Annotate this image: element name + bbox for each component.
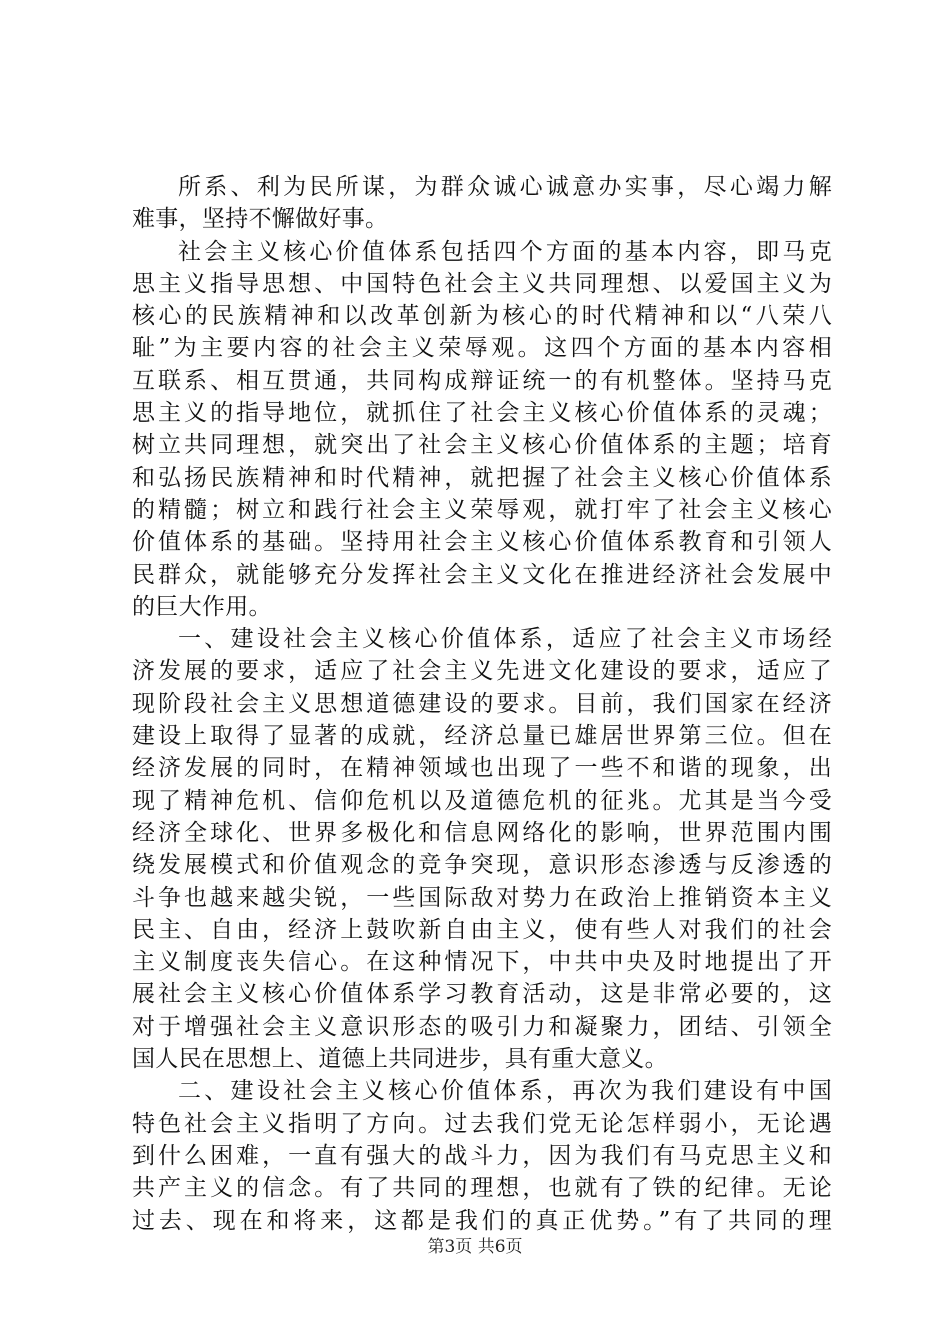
text-line: 价值体系的基础。坚持用社会主义核心价值体系教育和引领人 [132,529,832,556]
text-line: 展社会主义核心价值体系学习教育活动，这是非常必要的，这 [132,981,832,1008]
text-line: 民群众，就能够充分发挥社会主义文化在推进经济社会发展中 [132,561,832,588]
text-line: 现了精神危机、信仰危机以及道德危机的征兆。尤其是当今受 [132,787,832,814]
text-line: 主义制度丧失信心。在这种情况下，中共中央及时地提出了开 [132,949,832,976]
text-line: 一、建设社会主义核心价值体系，适应了社会主义市场经 [178,626,832,653]
text-line: 所系、利为民所谋，为群众诚心诚意办实事，尽心竭力解 [178,174,832,200]
text-line: 社会主义核心价值体系包括四个方面的基本内容，即马克 [178,238,832,265]
body-text [132,171,832,1237]
text-line: 难事，坚持不懈做好事。 [132,206,389,233]
text-line: 绕发展模式和价值观念的竞争突现，意识形态渗透与反渗透的 [132,852,832,879]
text-line: 耻”为主要内容的社会主义荣辱观。这四个方面的基本内容相 [132,335,832,362]
text-line: 现阶段社会主义思想道德建设的要求。目前，我们国家在经济 [132,690,832,717]
text-line: 过去、现在和将来，这都是我们的真正优势。”有了共同的理 [132,1207,832,1234]
text-line: 济发展的要求，适应了社会主义先进文化建设的要求，适应了 [132,658,832,685]
page-number-footer: 第3页 共6页 [427,1237,523,1257]
text-line: 思主义的指导地位，就抓住了社会主义核心价值体系的灵魂； [132,400,832,427]
text-line: 互联系、相互贯通，共同构成辩证统一的有机整体。坚持马克 [132,367,832,394]
text-line: 二、建设社会主义核心价值体系，再次为我们建设有中国 [178,1078,832,1105]
text-line: 民主、自由，经济上鼓吹新自由主义，使有些人对我们的社会 [132,916,832,943]
text-line: 核心的民族精神和以改革创新为核心的时代精神和以“八荣八 [132,303,832,330]
text-line: 经济全球化、世界多极化和信息网络化的影响，世界范围内围 [132,819,832,846]
text-line: 思主义指导思想、中国特色社会主义共同理想、以爱国主义为 [132,270,832,297]
text-line: 树立共同理想，就突出了社会主义核心价值体系的主题；培育 [132,432,832,459]
text-line: 的巨大作用。 [132,593,272,620]
text-line: 建设上取得了显著的成就，经济总量已雄居世界第三位。但在 [132,723,832,750]
text-line: 特色社会主义指明了方向。过去我们党无论怎样弱小，无论遇 [132,1110,832,1137]
text-line: 斗争也越来越尖锐，一些国际敌对势力在政治上推销资本主义 [132,884,832,911]
text-line: 和弘扬民族精神和时代精神，就把握了社会主义核心价值体系 [132,464,832,491]
text-line: 对于增强社会主义意识形态的吸引力和凝聚力，团结、引领全 [132,1013,832,1040]
text-line: 到什么困难，一直有强大的战斗力，因为我们有马克思主义和 [132,1142,832,1169]
text-line: 国人民在思想上、道德上共同进步，具有重大意义。 [132,1046,668,1073]
text-line: 共产主义的信念。有了共同的理想，也就有了铁的纪律。无论 [132,1175,832,1202]
text-line: 的精髓；树立和践行社会主义荣辱观，就打牢了社会主义核心 [132,496,832,523]
text-line: 经济发展的同时，在精神领域也出现了一些不和谐的现象，出 [132,755,832,782]
